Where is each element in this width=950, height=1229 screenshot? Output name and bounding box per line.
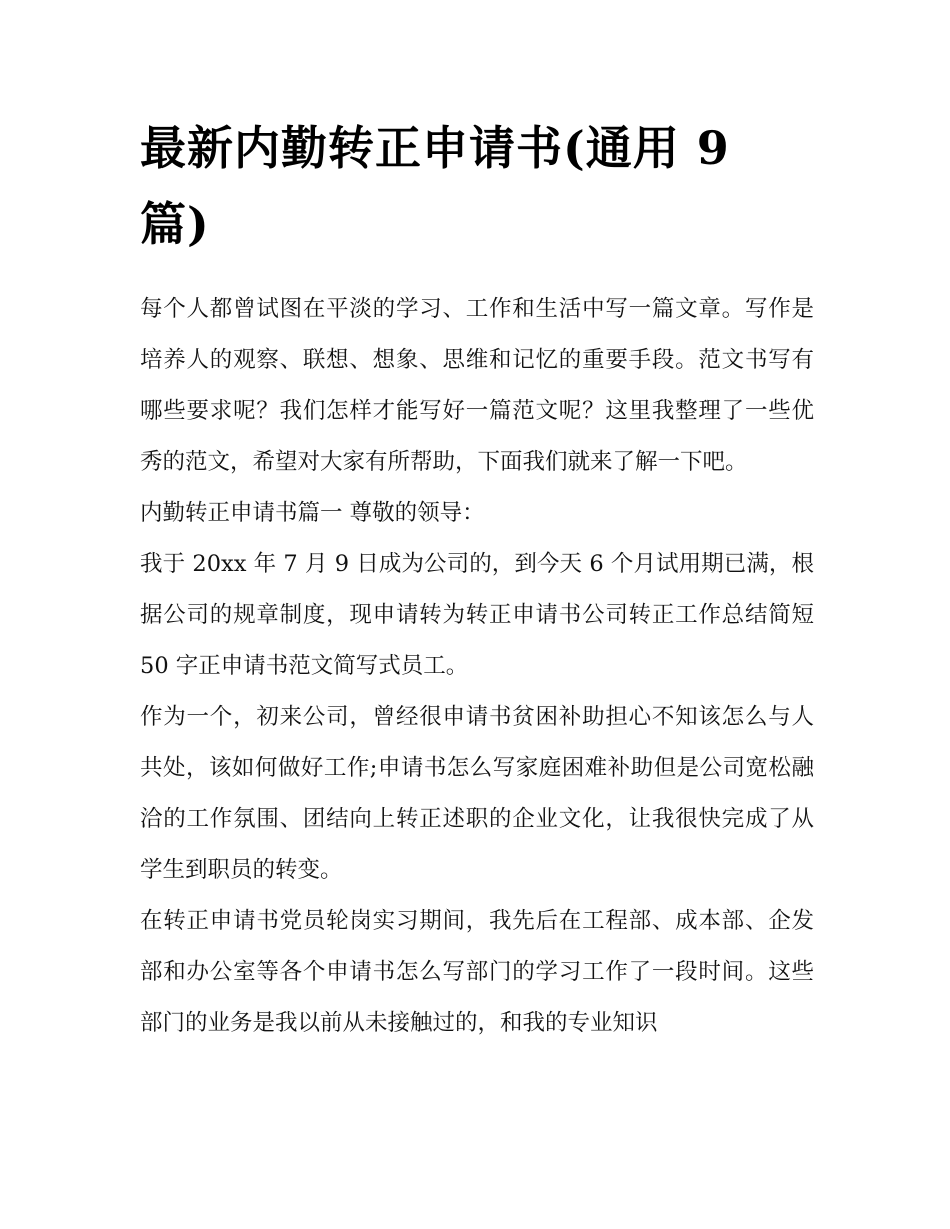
paragraph-application: 我于 20xx 年 7 月 9 日成为公司的，到今天 6 个月试用期已满，根据公司的规章制度，现申请转为转正申请书公司转正工作总结简短 50 字正申请书范文简写式员工。 [140, 551, 814, 679]
document-title: 最新内勤转正申请书(通用 9 篇) [140, 121, 730, 251]
paragraph-internship: 在转正申请书党员轮岗实习期间，我先后在工程部、成本部、企发部和办公室等各个申请书怎么写部门的学习工作了一段时间。这些部门的业务是我以前从未接触过的，和我的专业知识 [140, 908, 814, 1036]
paragraph-adaptation: 作为一个，初来公司，曾经很申请书贫困补助担心不知该怎么与人共处，该如何做好工作;申请书怎么写家庭困难补助但是公司宽松融洽的工作氛围、团结向上转正述职的企业文化，让我很快完成了从学生到职员的转变。 [140, 704, 814, 883]
document-body [140, 284, 814, 1049]
paragraph-salutation: 内勤转正申请书篇一 尊敬的领导： [140, 500, 485, 526]
paragraph-intro: 每个人都曾试图在平淡的学习、工作和生活中写一篇文章。写作是培养人的观察、联想、想象、思维和记忆的重要手段。范文书写有哪些要求呢？我们怎样才能写好一篇范文呢？这里我整理了一些优秀的范文，希望对大家有所帮助，下面我们就来了解一下吧。 [140, 296, 814, 475]
document-page [140, 110, 814, 1049]
